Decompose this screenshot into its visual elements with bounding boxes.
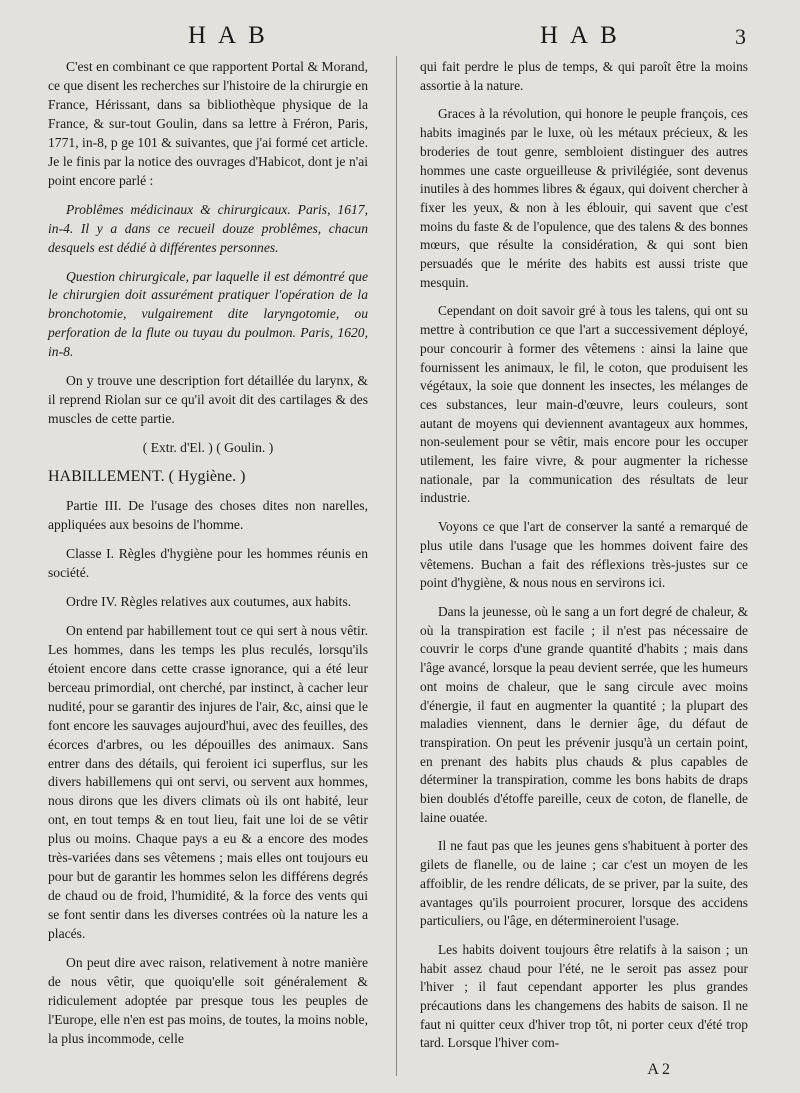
paragraph: On peut dire avec raison, relativement à notre manière de nous vêtir, que quoiqu'elle soit généralement & ridiculement adoptée par presque tous les peuples de l'Europe, elle n'en est pas moins, de toutes, la moins noble, la plus incommode, celle	[48, 955, 368, 1046]
right-column	[420, 58, 748, 1063]
paragraph: Les habits doivent toujours être relatifs à la saison ; un habit assez chaud pour l'été, ne le seroit pas assez pour l'hiver ; il faut cependant apporter les plus grandes précautions dans les changemens des habits de saison. Il ne faut ni quitter ceux d'hiver trop tôt, ni porter ceux d'été trop tard. Lorsque l'hiver com-	[420, 941, 748, 1051]
left-column	[48, 58, 368, 1059]
running-head-left: HAB	[188, 22, 277, 49]
column-rule	[396, 56, 397, 1076]
paragraph: Il ne faut pas que les jeunes gens s'habituent à porter des gilets de flanelle, ou de laine ; car c'est un moyen de les affoiblir, de les rendre délicats, de se priver, par la suite, des avantages qu'ils pourroient procurer, lorsque des accidens particuliers, ou l'âge, en détermineroient l'usage.	[420, 838, 748, 929]
paragraph: On y trouve une description fort détaillée du larynx, & il reprend Riolan sur ce qu'il avoit dit des cartilages & des muscles de cette partie.	[48, 373, 368, 427]
paragraph: Classe I. Règles d'hygiène pour les hommes réunis en société.	[48, 545, 368, 580]
paragraph: Ordre IV. Règles relatives aux coutumes, aux habits.	[66, 593, 352, 609]
paragraph: On entend par habillement tout ce qui sert à nous vêtir. Les hommes, dans les temps les plus reculés, lorsqu'ils étoient encore dans cette crasse ignorance, qui a été leur berceau primordial, ont cherché, par instinct, à cacher leur nudité, pour se garantir des injures de l'air, &c, ainsi que le font encore les sauvages aujourd'hui, avec des feuilles, des écorces d'arbres, ou les dépouilles des animaux. Sans entrer dans des détails, qui feroient ici superflus, sur les divers habillemens qui ont servi, ou servent aux hommes, nous dirons que les divers climats où ils ont habité, leur ont, en tout temps & en tout lieu, fait une loi de se vêtir plus ou moins. Chaque pays a eu & a encore des modes très-variées dans ses vêtemens ; mais elles ont toujours eu pour but de garantir les hommes selon les différens degrés de chaud ou de froid, l'humidité, & la force des vents qui se font sentir dans les diverses contrées où la nature les a placés.	[48, 622, 368, 942]
paragraph: Graces à la révolution, qui honore le peuple françois, ces habits imaginés par le luxe, où les métaux précieux, & les broderies de tout genre, sembloient distinguer des autres hommes une caste orgueilleuse & privilégiée, sont devenus inutiles à des hommes libres & égaux, qui doivent chercher à fixer les yeux, & non à les éblouir, qui savent que c'est moins du faste & de l'opulence, que des talens & des bonnes mœurs, que résulte la considération, & qui sont bien persuadés que le mérite des habits est aussi triste que mesquin.	[420, 106, 748, 290]
attribution: ( Extr. d'El. ) ( Goulin. )	[142, 440, 274, 456]
running-head-right: HAB	[540, 22, 629, 49]
signature-mark: A 2	[647, 1061, 670, 1078]
paragraph: Dans la jeunesse, où le sang a un fort degré de chaleur, & où la transpiration est facile ; il n'est pas nécessaire de couvrir le corps d'une grande quantité d'habits ; mais dans l'âge avancé, lorsque la peau devient serrée, que les humeurs ont moins de chaleur, que le sang circule avec moins d'énergie, il faut en augmenter la quantité ; la plupart des maladies viennent, dans le dernier âge, du défaut de transpiration. On peut les prévenir jusqu'à un certain point, en prenant des habits plus chauds & plus capables de déterminer la transpiration, comme les bons habits de draps bien doublés d'étoffe pareille, ceux de coton, de flanelle, de laine ouatée.	[420, 603, 748, 825]
article-heading: HABILLEMENT. ( Hygiène. )	[48, 468, 246, 486]
page-number: 3	[735, 24, 746, 49]
paragraph: Cependant on doit savoir gré à tous les talens, qui ont su mettre à contribution ce que l'art a successivement déployé, pour concourir à former des vêtemens : ainsi la laine que fournissent les animaux, le fil, le coton, que produisent les végétaux, la soie que donnent les insectes, les mélanges de ces substances, leur main-d'œuvre, leurs couleurs, sont autant de moyens qui deviennent avantageux aux hommes, non-seulement pour se vêtir, mais encore pour les occuper utilement, les faire vivre, & pour augmenter la richesse nationale, par la communication des résultats de leur industrie.	[420, 303, 748, 506]
paragraph: Problêmes médicinaux & chirurgicaux. Paris, 1617, in-4. Il y a dans ce recueil douze problêmes, chacun desquels est dédié à différentes personnes.	[48, 201, 368, 255]
paragraph: Voyons ce que l'art de conserver la santé a remarqué de plus utile dans l'usage que les hommes doivent faire des vêtemens. Buchan a fait des réflexions très-justes sur ce point d'hygiène, & nous nous en servirons ici.	[420, 519, 748, 591]
paragraph: C'est en combinant ce que rapportent Portal & Morand, ce que disent les recherches sur l'histoire de la chirurgie en France, Hérissant, dans sa bibliothèque physique de la France, & sur-tout Goulin, dans sa lettre à Fréron, Paris, 1771, in-8, p ge 101 & suivantes, que j'ai formé cet article. Je le finis par la notice des ouvrages d'Habicot, dont je n'ai point encore parlé :	[48, 59, 368, 188]
paragraph: qui fait perdre le plus de temps, & qui paroît être la moins assortie à la nature.	[420, 59, 748, 93]
paragraph: Question chirurgicale, par laquelle il est démontré que le chirurgien doit assurément pratiquer l'opération de la bronchotomie, vulgairement dite laryngotomie, ou perforation de la flute ou tuyau du poulmon. Paris, 1620, in-8.	[48, 268, 368, 360]
paragraph: Partie III. De l'usage des choses dites non narelles, appliquées aux besoins de l'homme.	[48, 498, 368, 533]
